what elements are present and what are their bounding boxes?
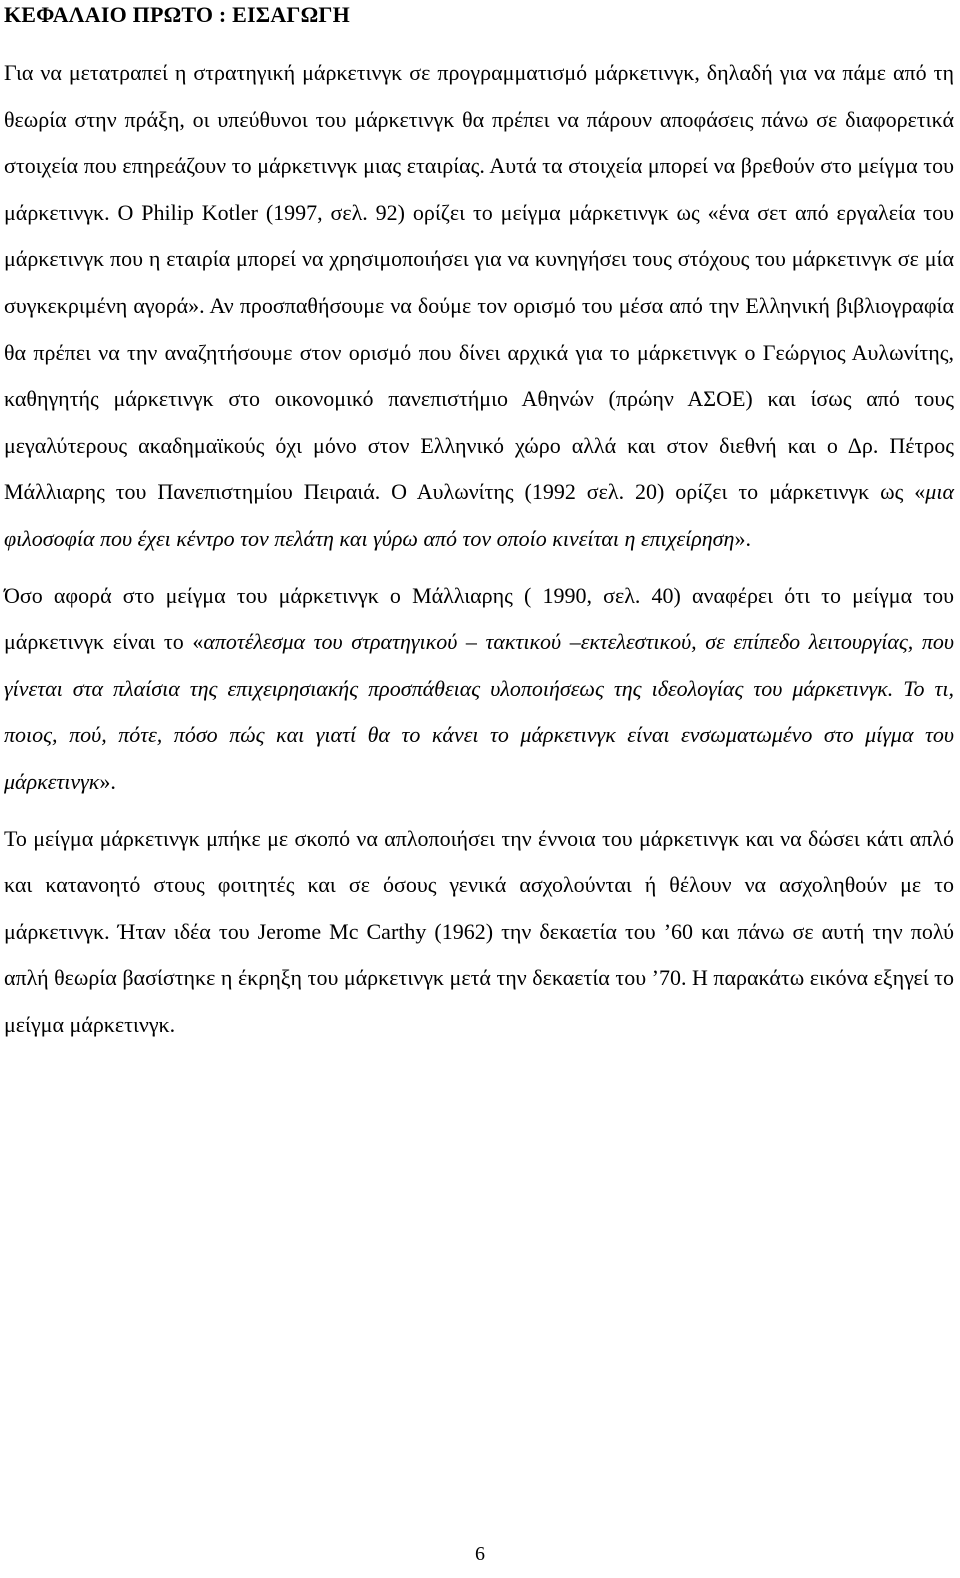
paragraph-2-text: Όσο αφορά στο μείγμα του μάρκετινγκ ο Μάλλιαρης ( 1990, σελ. 40) αναφέρει ότι το μείγμα του μάρκετινγκ είναι το «: [4, 582, 954, 655]
document-page: [4, 0, 954, 1048]
page-number: 6: [475, 1543, 485, 1565]
paragraph-mccarthy-origin: [4, 816, 954, 1049]
paragraph-1-end: ».: [734, 525, 751, 551]
paragraph-marketing-mix-definition: [4, 50, 954, 563]
paragraph-2-end: ».: [99, 768, 116, 794]
chapter-title: ΚΕΦΑΛΑΙΟ ΠΡΩΤΟ : ΕΙΣΑΓΩΓΗ: [4, 2, 350, 27]
paragraph-malliaris-definition: [4, 573, 954, 806]
paragraph-2-quote: αποτέλεσμα του στρατηγικού – τακτικού –εκτελεστικού, σε επίπεδο λειτουργίας, που γίνεται στα πλαίσια της επιχειρησιακής προσπάθειας υλοποιήσεως της ιδεολογίας του μάρκετινγκ. Το τι, ποιος, πού, πότε, πόσο πώς και γιατί θα το κάνει το μάρκετινγκ είναι ενσωματωμένο στο μίγμα του μάρκετινγκ: [4, 629, 955, 794]
paragraph-1-quote: μια φιλοσοφία που έχει κέντρο τον πελάτη και γύρω από τον οποίο κινείται η επιχείρηση: [4, 479, 954, 551]
paragraph-3-text: Το μείγμα μάρκετινγκ μπήκε με σκοπό να απλοποιήσει την έννοια του μάρκετινγκ και να δώσει κάτι απλό και κατανοητό στους φοιτητές και σε όσους γενικά ασχολούνται ή θέλουν να ασχοληθούν με το μάρκετινγκ. Ήταν ιδέα του Jerome Mc Carthy (1962) την δεκαετία του ’60 και πάνω σε αυτή την πολύ απλή θεωρία βασίστηκε η έκρηξη του μάρκετινγκ μετά την δεκαετία του ’70. Η παρακάτω εικόνα εξηγεί το μείγμα μάρκετινγκ.: [4, 825, 954, 1037]
paragraph-1-text: Για να μετατραπεί η στρατηγική μάρκετινγκ σε προγραμματισμό μάρκετινγκ, δηλαδή για να πάμε από τη θεωρία στην πράξη, οι υπεύθυνοι του μάρκετινγκ θα πρέπει να πάρουν αποφάσεις πάνω σε διαφορετικά στοιχεία που επηρεάζουν το μάρκετινγκ μιας εταιρίας. Αυτά τα στοιχεία μπορεί να βρεθούν στο μείγμα του μάρκετινγκ. Ο Philip Kotler (1997, σελ. 92) ορίζει το μείγμα μάρκετινγκ ως «ένα σετ από εργαλεία του μάρκετινγκ που η εταιρία μπορεί να χρησιμοποιήσει για να κυνηγήσει τους στόχους του μάρκετινγκ σε μία συγκεκριμένη αγορά». Αν προσπαθήσουμε να δούμε τον ορισμό του μέσα από την Ελληνική βιβλιογραφία θα πρέπει να την αναζητήσουμε στον ορισμό που δίνει αρχικά για το μάρκετινγκ ο Γεώργιος Αυλωνίτης, καθηγητής μάρκετινγκ στο οικονομικό πανεπιστήμιο Αθηνών (πρώην ΑΣΟΕ) και ίσως από τους μεγαλύτερους ακαδημαϊκούς όχι μόνο στον Ελληνικό χώρο αλλά και στον διεθνή και ο Δρ. Πέτρος Μάλλιαρης του Πανεπιστημίου Πειραιά. Ο Αυλωνίτης (1992 σελ. 20) ορίζει το μάρκετινγκ ως «: [4, 60, 954, 505]
